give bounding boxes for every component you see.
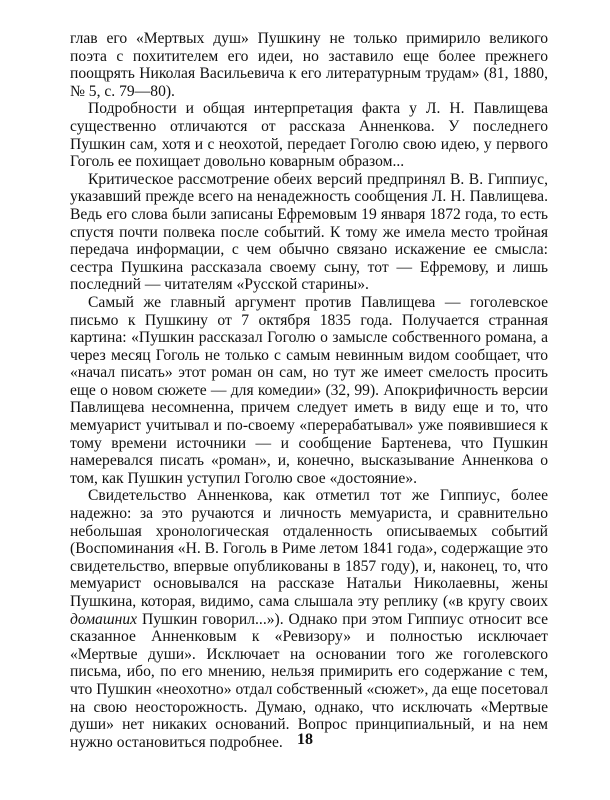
paragraph-5-text-b: Пушкин говорил...»). Однако при этом Гиппиус относит все сказанное Анненковым к «Ревизору» и полностью исключает «Мертвые души». Исключает на основании того же гоголевского письма, ибо, по его мнению, нельзя примирить его содержание с тем, что Пушкин «неохотно» отдал собственный «сюжет», да еще посетовал на свою неосторожность. Думаю, однако, что исключать «Мертвые души» нет никаких оснований. Вопрос принципиальный, и на нем нужно остановиться подробнее. (70, 610, 548, 751)
paragraph-5-emphasis: домашних (70, 610, 138, 628)
page-number: 18 (297, 731, 313, 748)
paragraph-5 (70, 487, 548, 751)
paragraph-3 (70, 171, 548, 294)
paragraph-4-text: Самый же главный аргумент против Павлищева — гоголевское письмо к Пушкину от 7 октября 1835 года. Получается странная картина: «Пушкин рассказал Гоголю о замысле собственного романа, а через месяц Гоголь не только с самым невинным видом сообщает, что «начал писать» этот роман он сам, но тут же имеет смелость просить еще о новом сюжете — для комедии» (32, 99). Апокрифичность версии Павлищева несомненна, причем следует иметь в виду еще и то, что мемуарист учитывал и по-своему «перерабатывал» уже появившиеся к тому времени источники — и сообщение Бартенева, что Пушкин намеревался писать «роман», и, конечно, высказывание Анненкова о том, как Пушкин уступил Гоголю свое «достояние». (70, 293, 548, 487)
paragraph-3-text: Критическое рассмотрение обеих версий предпринял В. В. Гиппиус, указавший прежде всего на ненадежность сообщения Л. Н. Павлищева. Ведь его слова были записаны Ефремовым 19 января 1872 года, то есть спустя почти полвека после событий. К тому же имела место тройная передача информации, с чем обычно связано искажение ее смысла: сестра Пушкина рассказала своему сыну, тот — Ефремову, и лишь последний — читателям «Русской старины». (70, 170, 548, 294)
paragraph-5-text-a: Свидетельство Анненкова, как отметил тот же Гиппиус, более надежно: за это ручаются и личность мемуариста, и сравнительно небольшая хронологическая отдаленность описываемых событий (Воспоминания «Н. В. Гоголь в Риме летом 1841 года», содержащие это свидетельство, впервые опубликованы в 1857 году), и, наконец, то, что мемуарист основывался на рассказе Натальи Николаевны, жены Пушкина, которая, видимо, сама слышала эту реплику («в кругу своих (70, 487, 548, 610)
paragraph-4 (70, 294, 548, 488)
paragraph-1-text: глав его «Мертвых душ» Пушкину не только примирило великого поэта с похитителем его идеи, но заставило еще более прежнего поощрять Николая Васильевича к его литературным трудам» (81, 1880, № 5, с. 79—80). (70, 30, 548, 100)
paragraph-2 (70, 100, 548, 170)
paragraph-2-text: Подробности и общая интерпретация факта у Л. Н. Павлищева существенно отличаются от рассказа Анненкова. У последнего Пушкин сам, хотя и с неохотой, передает Гоголю свою идею, у первого Гоголь ее похищает довольно коварным образом... (70, 100, 548, 171)
paragraph-1 (70, 30, 548, 100)
body-text (70, 30, 548, 751)
